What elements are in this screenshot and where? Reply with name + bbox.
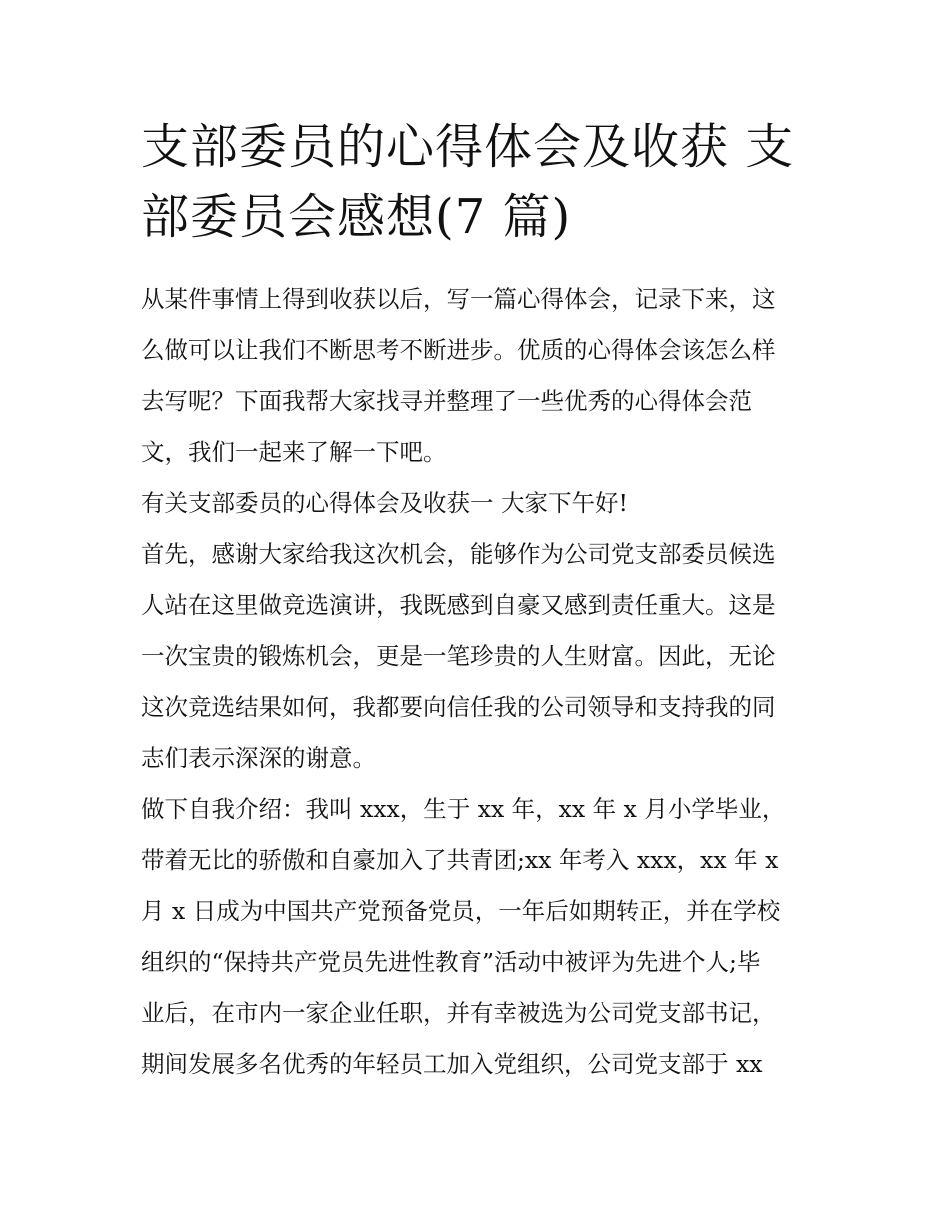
text-line: 带着无比的骄傲和自豪加入了共青团;xx 年考入 xxx，xx 年 x [141, 846, 779, 874]
text-line: 月 x 日成为中国共产党预备党员，一年后如期转正，并在学校 [141, 897, 781, 925]
text-line: 这次竞选结果如何，我都要向信任我的公司领导和支持我的同 [141, 693, 776, 721]
text-line: 组织的“保持共产党员先进性教育”活动中被评为先进个人;毕 [141, 948, 761, 976]
text-line: 从某件事情上得到收获以后，写一篇心得体会，记录下来，这 [141, 285, 776, 313]
title-line-2: 部委员会感想(7 篇) [141, 189, 572, 245]
document-title [141, 112, 813, 252]
text-line: 人站在这里做竞选演讲，我既感到自豪又感到责任重大。这是 [141, 591, 776, 619]
text-line: 期间发展多名优秀的年轻员工加入党组织，公司党支部于 xx [141, 1050, 763, 1078]
text-line: 有关支部委员的心得体会及收获一 大家下午好! [141, 489, 628, 517]
text-line: 业后，在市内一家企业任职，并有幸被选为公司党支部书记， [141, 999, 776, 1027]
text-line: 文，我们一起来了解一下吧。 [141, 438, 447, 466]
section-heading-paragraph [141, 478, 813, 529]
self-introduction-paragraph [141, 784, 813, 1090]
text-line: 么做可以让我们不断思考不断进步。优质的心得体会该怎么样 [141, 336, 776, 364]
document-body [141, 274, 813, 1090]
text-line: 首先，感谢大家给我这次机会，能够作为公司党支部委员候选 [141, 540, 776, 568]
intro-paragraph [141, 274, 813, 478]
title-line-1: 支部委员的心得体会及收获 支 [141, 119, 795, 175]
text-line: 志们表示深深的谢意。 [141, 744, 376, 772]
text-line: 去写呢？下面我帮大家找寻并整理了一些优秀的心得体会范 [141, 387, 752, 415]
text-line: 做下自我介绍：我叫 xxx，生于 xx 年，xx 年 x 月小学毕业， [141, 795, 786, 823]
text-line: 一次宝贵的锻炼机会，更是一笔珍贵的人生财富。因此，无论 [141, 642, 776, 670]
thanks-paragraph [141, 529, 813, 784]
